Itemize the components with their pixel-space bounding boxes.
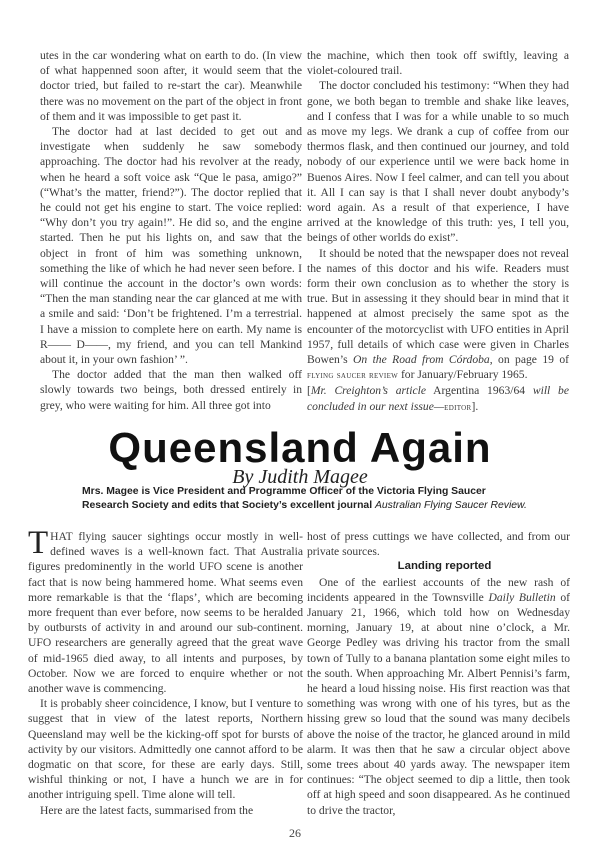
paragraph: The doctor concluded his testimony: “When they had gone, we both began to tremble and shake like leaves, and I confess that I was for a while unable to so much as move my legs. We drank a cup of coffee from our thermos flask, and then continued our journey, and told nobody of our experience until we were back home in Buenos Aires. Now I feel calmer, and can tell you about it. All I can say is that I shall never doubt anybody’s word again. As a result of that experience, I have arrived at the knowledge of this truth: yes, I tell you, beings of other worlds do exist”.	[307, 79, 569, 245]
article-title-ref: Argentina 1963/64	[425, 384, 533, 398]
article-left-column	[28, 525, 303, 818]
paragraph: the machine, which then took off swiftly, leaving a violet-coloured trail.	[307, 49, 569, 78]
editor-note-italic: will be concluded in our next issue—	[307, 384, 569, 413]
issue-date: for January/February 1965.	[398, 368, 528, 382]
editor-label: editor	[444, 401, 472, 413]
paragraph-text: HAT flying saucer sightings occur mostly in well-defined waves is a well-known fact. That Australia figures predominently in the world UFO scene is another fact that is now being hammered home. What seems even more remarkable is that the ‘flaps’, which are becoming more frequent than ever before, now seems to be heralded by outbursts of activity in and around our sub-continent. UFO researchers are generally agreed that the great wave of mid-1965 died away, to all intents and purposes, by October. Now we are forced to enquire whether or not another wave is commencing.	[28, 530, 303, 696]
bracket: ].	[471, 399, 479, 413]
paragraph-text: of January 21, 1966, which told how on Wednesday morning, January 19, at about nine o’clock, a Mr. George Pedley was driving his tractor from the small town of Tully to a banana plantation some eight miles to the south. When approaching Mr. Albert Pennisi’s farm, he heard a loud hissing noise. His first reaction was that something was wrong with one of his tyres, but as the hissing grew so loud that the sound was many decibels above the noise of the tractor, he glanced around in mild alarm. It was then that he saw a circular object above some trees about 40 yards away. The newspaper item continues: “The object seemed to dip a little, then took off at high speed and soon disappeared. As he continued to drive the tractor,	[307, 590, 570, 817]
journal-name: Australian Flying Saucer Review.	[374, 499, 527, 511]
paragraph: host of press cuttings we have collected, and from our private sources.	[307, 530, 570, 559]
page-reference: , on page 19 of	[489, 353, 570, 367]
paragraph: The doctor had at last decided to get out and investigate when suddenly he saw somebody approaching. The doctor had his revolver at the ready, when he heard a soft voice ask “Que le pasa, amigo?” (“What’s the matter, friend?”). The doctor replied that he could not get his engine to start. The voice replied: “Why don’t you try again!”. He did so, and the engine started. Then he put his lights on, and saw that the object in front of him was something unknown, something the like of which he had never seen before. I will continue the account in the doctor’s own words: “Then the man standing near the car glanced at me with a smile and said: ‘Don’t be frightened. I’m a terrestrial. I have a mission to complete here on earth. My name is R—— D——, my friend, and you can tell Mankind about it, in your own fashion’ ”.	[40, 125, 302, 367]
paragraph: It is probably sheer coincidence, I know, but I venture to suggest that in view of the latest reports, Northern Queensland may well be the kicking-off spot for bursts of activity by our visitors. Admittedly one cannot afford to be dogmatic on that score, for these are early days. Still, wishful thinking or not, I have a hunch we are in for another intriguing spell. Time alone will tell.	[28, 697, 303, 802]
page-number: 26	[289, 826, 301, 840]
magazine-name: flying saucer review	[307, 370, 399, 382]
paragraph	[307, 575, 570, 818]
paragraph: utes in the car wondering what on earth to do. (In view of what happenned soon after, it would seem that the doctor tried, but failed to re-start the car). Meanwhile there was no movement on the part of the object in front of them and it was impossible to get past it.	[40, 49, 302, 123]
article-right-column	[307, 529, 570, 818]
paragraph: The doctor added that the man then walked off slowly towards two beings, both dressed entirely in grey, who were waiting for him. All three got into	[40, 368, 302, 412]
previous-article-right-column	[307, 48, 569, 415]
paragraph-text: It should be noted that the newspaper does not reveal the names of this doctor and his wife. Readers must form their own conclusion as to whether the story is true. But in assessing it they should bear in mind that it happened at almost precisely the same spot as the encounter of the motorcyclist with UFO entities in April 1957, full details of which case were given in Charles Bowen’s	[307, 246, 569, 367]
book-title: On the Road from Córdoba	[353, 353, 490, 367]
article-byline: By Judith Magee	[232, 466, 368, 488]
article-title: Queensland Again	[108, 424, 492, 471]
article-standfirst	[82, 485, 532, 512]
previous-article-left-column	[40, 48, 302, 413]
editor-note-italic: Mr. Creighton’s article	[310, 384, 426, 398]
paragraph: Here are the latest facts, summarised from the	[40, 803, 254, 817]
paragraph-text: One of the earliest accounts of the new rash of incidents appeared in the Townsville	[307, 575, 570, 604]
paragraph	[307, 246, 569, 384]
drop-cap: T	[28, 525, 49, 561]
newspaper-name: Daily Bulletin	[488, 590, 556, 604]
standfirst-text: Mrs. Magee is Vice President and Programme Officer of the Victoria Flying Saucer Research Society and edits that Society’s excellent journal	[82, 486, 486, 511]
paragraph	[28, 525, 303, 696]
editor-note	[307, 383, 569, 414]
section-subhead: Landing reported	[397, 560, 492, 573]
bracket: [	[307, 384, 311, 398]
